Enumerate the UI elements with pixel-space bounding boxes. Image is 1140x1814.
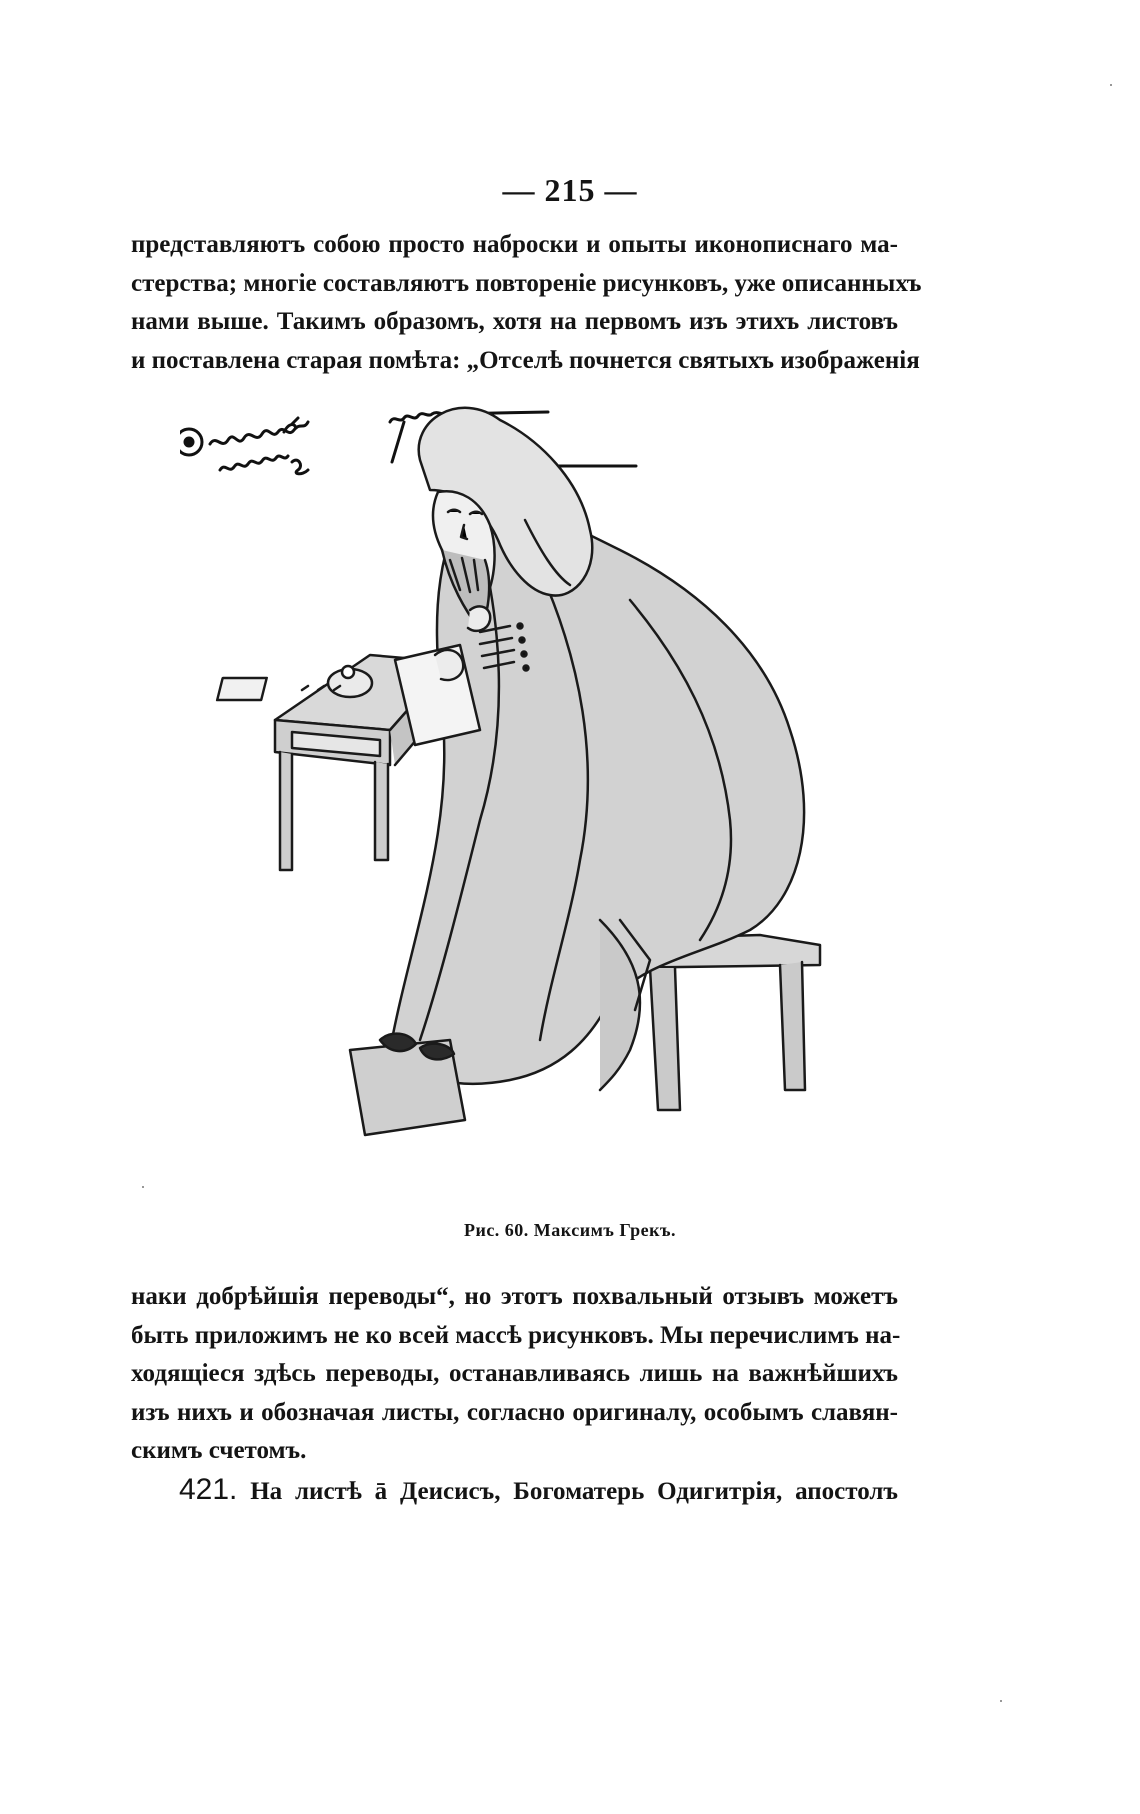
text-line: ходящіеся здѣсь переводы, останавливаясь лишь на важнѣйшихъ bbox=[131, 1360, 898, 1387]
monk-figure bbox=[217, 408, 820, 1135]
text-line: представляютъ собою просто наброски и опыты иконописнаго ма- bbox=[131, 231, 898, 258]
text-line: и поставлена старая помѣта: „Отселѣ почнется святыхъ изображенія bbox=[131, 346, 920, 374]
paragraph-text: На листѣ ā Деисисъ, Богоматерь Одигитрія, апостолъ bbox=[250, 1477, 898, 1505]
scan-speck bbox=[142, 1186, 144, 1188]
paragraph-421 bbox=[131, 1471, 898, 1512]
text-line: изъ нихъ и обозначая листы, согласно оригиналу, особымъ славян- bbox=[131, 1398, 898, 1426]
text-line: скимъ счетомъ. bbox=[131, 1437, 307, 1464]
scan-speck bbox=[1110, 84, 1112, 86]
monk-drawing bbox=[180, 400, 940, 1190]
text-line: нами выше. Такимъ образомъ, хотя на первомъ изъ этихъ листовъ bbox=[131, 308, 898, 335]
page-number: — 215 — bbox=[502, 172, 638, 208]
top-text-block bbox=[131, 226, 922, 380]
scan-speck bbox=[1000, 1700, 1002, 1702]
text-line: наки добрѣйшія переводы“, но этотъ похвальный отзывъ можетъ bbox=[131, 1283, 898, 1310]
figure-caption: Рис. 60. Максимъ Грекъ. bbox=[463, 1220, 677, 1240]
figure-illustration bbox=[180, 400, 940, 1190]
paragraph-number: 421. bbox=[179, 1472, 238, 1506]
text-line: стерства; многіе составляютъ повтореніе рисунковъ, уже описанныхъ bbox=[131, 269, 922, 297]
text-line: быть приложимъ не ко всей массѣ рисунковъ. Мы перечислимъ на- bbox=[131, 1321, 901, 1349]
bottom-text-block bbox=[131, 1278, 901, 1511]
